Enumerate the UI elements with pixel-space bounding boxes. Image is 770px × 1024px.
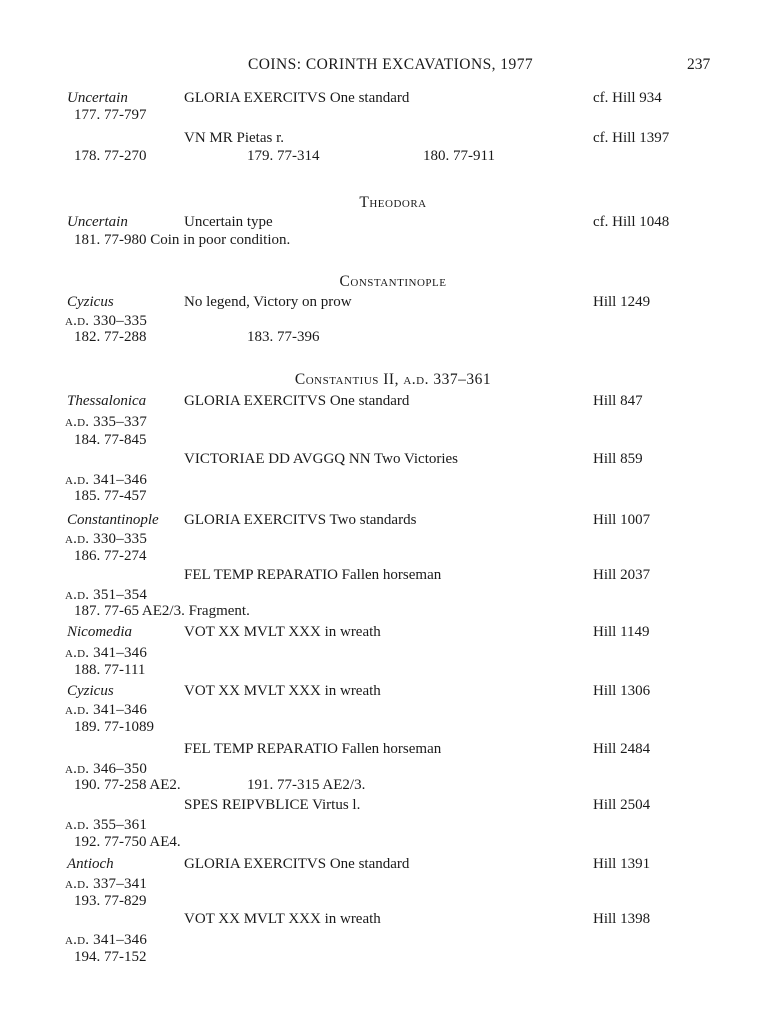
catalog-number: 183. 77-396 (247, 329, 320, 345)
date-range: a.d. 355–361 (65, 817, 148, 833)
hill-reference: Hill 2484 (593, 741, 651, 757)
coin-type: SPES REIPVBLICE Virtus l. (184, 797, 361, 813)
coin-type: VN MR Pietas r. (184, 130, 285, 146)
mint-name: Cyzicus (67, 683, 114, 699)
date-range: a.d. 341–346 (65, 932, 148, 948)
mint-name: Uncertain (67, 214, 128, 230)
mint-name: Nicomedia (67, 624, 132, 640)
date-range: a.d. 351–354 (65, 587, 148, 603)
date-range: a.d. 346–350 (65, 761, 148, 777)
hill-reference: cf. Hill 1397 (593, 130, 670, 146)
hill-reference: Hill 1306 (593, 683, 651, 699)
catalog-number: 190. 77-258 AE2. (74, 777, 181, 793)
catalog-number: 182. 77-288 (74, 329, 147, 345)
catalog-number: 188. 77-111 (74, 662, 146, 678)
coin-type: GLORIA EXERCITVS One standard (184, 90, 410, 106)
catalog-number: 193. 77-829 (74, 893, 147, 909)
mint-name: Thessalonica (67, 393, 147, 409)
catalog-number: 194. 77-152 (74, 949, 147, 965)
catalog-number: 189. 77-1089 (74, 719, 154, 735)
catalog-number: 177. 77-797 (74, 107, 147, 123)
date-range: a.d. 341–346 (65, 645, 148, 661)
section-heading: Theodora (359, 194, 427, 211)
date-range: a.d. 330–335 (65, 313, 148, 329)
catalog-number: 186. 77-274 (74, 548, 147, 564)
catalog-number: 184. 77-845 (74, 432, 147, 448)
hill-reference: Hill 847 (593, 393, 643, 409)
date-range: a.d. 337–341 (65, 876, 148, 892)
coin-type: No legend, Victory on prow (184, 294, 352, 310)
coin-type: GLORIA EXERCITVS Two standards (184, 512, 417, 528)
page-number: 237 (687, 56, 711, 73)
hill-reference: Hill 1007 (593, 512, 651, 528)
catalog-number: 191. 77-315 AE2/3. (247, 777, 366, 793)
section-heading: Constantinople (339, 273, 447, 290)
hill-reference: Hill 859 (593, 451, 643, 467)
hill-reference: Hill 2504 (593, 797, 651, 813)
date-range: a.d. 341–346 (65, 472, 148, 488)
date-range: a.d. 330–335 (65, 531, 148, 547)
section-heading: Constantius II, a.d. 337–361 (294, 371, 492, 388)
coin-type: VOT XX MVLT XXX in wreath (184, 683, 381, 699)
coin-type: GLORIA EXERCITVS One standard (184, 856, 410, 872)
running-title: COINS: CORINTH EXCAVATIONS, 1977 (248, 56, 534, 73)
coin-type: VOT XX MVLT XXX in wreath (184, 911, 381, 927)
coin-type: VICTORIAE DD AVGGQ NN Two Victories (184, 451, 459, 467)
hill-reference: cf. Hill 1048 (593, 214, 670, 230)
catalog-number: 192. 77-750 AE4. (74, 834, 181, 850)
catalog-number: 187. 77-65 AE2/3. Fragment. (74, 603, 250, 619)
catalog-number: 181. 77-980 Coin in poor condition. (74, 232, 291, 248)
mint-name: Uncertain (67, 90, 128, 106)
coin-type: Uncertain type (184, 214, 273, 230)
coin-type: GLORIA EXERCITVS One standard (184, 393, 410, 409)
date-range: a.d. 341–346 (65, 702, 148, 718)
date-range: a.d. 335–337 (65, 414, 148, 430)
catalog-number: 180. 77-911 (423, 148, 495, 164)
mint-name: Constantinople (67, 512, 159, 528)
catalog-number: 185. 77-457 (74, 488, 147, 504)
mint-name: Antioch (67, 856, 114, 872)
mint-name: Cyzicus (67, 294, 114, 310)
hill-reference: Hill 1249 (593, 294, 651, 310)
coin-type: FEL TEMP REPARATIO Fallen horseman (184, 567, 442, 583)
hill-reference: cf. Hill 934 (593, 90, 662, 106)
hill-reference: Hill 2037 (593, 567, 651, 583)
hill-reference: Hill 1149 (593, 624, 650, 640)
coin-type: VOT XX MVLT XXX in wreath (184, 624, 381, 640)
coin-type: FEL TEMP REPARATIO Fallen horseman (184, 741, 442, 757)
catalog-number: 178. 77-270 (74, 148, 147, 164)
hill-reference: Hill 1398 (593, 911, 651, 927)
hill-reference: Hill 1391 (593, 856, 651, 872)
catalog-number: 179. 77-314 (247, 148, 320, 164)
